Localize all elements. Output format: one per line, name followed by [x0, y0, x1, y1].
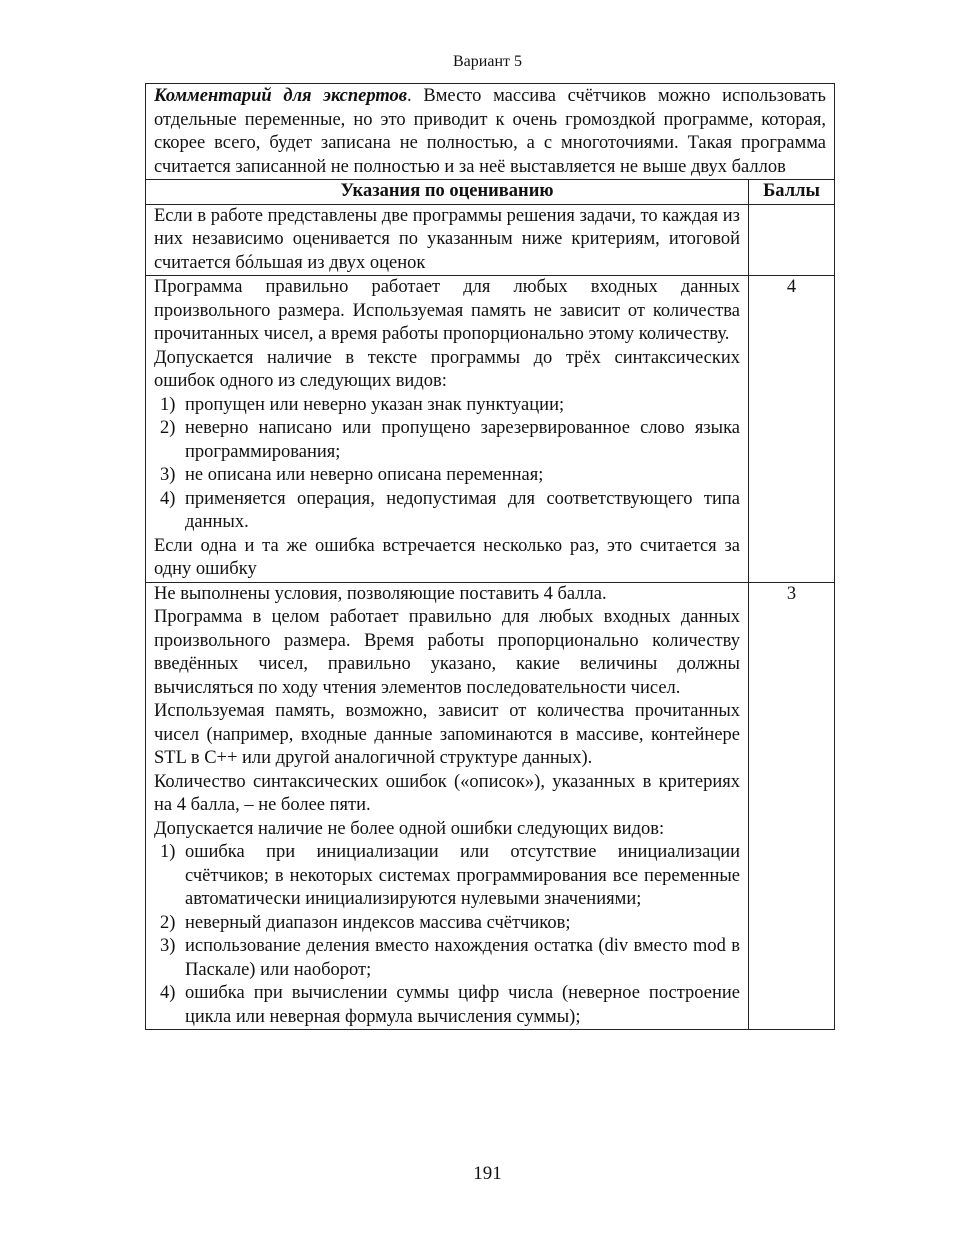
- list-item: [154, 912, 740, 936]
- criteria-3-paragraph-1: Не выполнены условия, позволяющие поставить 4 балла.: [154, 583, 607, 604]
- criteria-4-error-list: [154, 394, 740, 535]
- criteria-3-error-list: [154, 841, 740, 1029]
- intro-row: [146, 204, 835, 276]
- expert-comment-title: Комментарий для экспертов: [154, 86, 408, 106]
- list-item-text: неверный диапазон индексов массива счётчиков;: [185, 912, 571, 933]
- column-header-instructions: Указания по оцениванию: [146, 180, 749, 205]
- expert-comment-text: . Вместо массива счётчиков можно использовать отдельные переменные, но это приводит к очень громоздкой программе, которая, скорее всего, будет записана не полностью, а с многоточиями. Такая программа считается записанной не полностью и за неё выставляется не выше двух баллов: [154, 86, 826, 177]
- list-item-number: 3): [160, 936, 176, 956]
- list-item: [154, 488, 740, 535]
- list-item-text: ошибка при вычислении суммы цифр числа (неверное построение цикла или неверная формула вычисления суммы);: [185, 983, 740, 1027]
- criteria-3-paragraph-4: Количество синтаксических ошибок («описок»), указанных в критериях на 4 балла, – не более пяти.: [154, 771, 740, 815]
- criteria-3-paragraph-2: Программа в целом работает правильно для любых входных данных произвольного размера. Время работы пропорционально количеству введённых чисел, правильно указано, какие величины должны вычисляться по ходу чтения элементов последовательности чисел.: [154, 607, 740, 698]
- page-number: 191: [473, 1163, 502, 1184]
- criteria-4-score: 4: [749, 276, 835, 583]
- list-item-text: неверно написано или пропущено зарезервированное слово языка программирования;: [185, 418, 740, 462]
- criteria-row-3: [146, 582, 835, 1030]
- grading-table: [145, 83, 835, 1030]
- list-item: [154, 935, 740, 982]
- intro-score-cell: [749, 204, 835, 276]
- list-item-text: не описана или неверно описана переменная;: [185, 465, 544, 485]
- list-item: [154, 982, 740, 1029]
- criteria-row-4: [146, 276, 835, 583]
- list-item-text: использование деления вместо нахождения остатка (div вместо mod в Паскале) или наоборот;: [185, 936, 740, 980]
- criteria-4-paragraph-3: Если одна и та же ошибка встречается несколько раз, это считается за одну ошибку: [154, 535, 740, 579]
- table-header-row: [146, 180, 835, 205]
- list-item: [154, 417, 740, 464]
- list-item: [154, 464, 740, 488]
- intro-text: Если в работе представлены две программы решения задачи, то каждая из них независимо оценивается по указанным ниже критериям, итоговой считается бóльшая из двух оценок: [146, 204, 749, 276]
- list-item-number: 1): [160, 842, 176, 862]
- criteria-4-text: [146, 276, 749, 583]
- list-item-number: 1): [160, 394, 176, 415]
- list-item-text: ошибка при инициализации или отсутствие инициализации счётчиков; в некоторых системах программирования все переменные автоматически инициализируются нулевыми значениями;: [185, 842, 740, 909]
- list-item-number: 4): [160, 983, 176, 1003]
- list-item-text: применяется операция, недопустимая для соответствующего типа данных.: [185, 488, 740, 532]
- column-header-score: Баллы: [749, 180, 835, 205]
- list-item-number: 2): [160, 418, 176, 438]
- criteria-3-paragraph-3: Используемая память, возможно, зависит от количества прочитанных чисел (например, входные данные запоминаются в массиве, контейнере STL в C++ или другой аналогичной структуре данных).: [154, 701, 740, 768]
- list-item-text: пропущен или неверно указан знак пунктуации;: [185, 394, 565, 415]
- expert-comment: [146, 84, 835, 180]
- criteria-3-text: [146, 582, 749, 1030]
- list-item-number: 3): [160, 465, 176, 485]
- criteria-4-paragraph-2: Допускается наличие в тексте программы до трёх синтаксических ошибок одного из следующих видов:: [154, 347, 740, 391]
- list-item-number: 4): [160, 488, 176, 509]
- list-item: [154, 841, 740, 912]
- list-item: [154, 394, 740, 418]
- page-header-variant: Вариант 5: [453, 53, 522, 70]
- comment-row: [146, 84, 835, 180]
- list-item-number: 2): [160, 912, 176, 933]
- criteria-3-score: 3: [749, 582, 835, 1030]
- criteria-3-paragraph-5: Допускается наличие не более одной ошибки следующих видов:: [154, 818, 665, 839]
- criteria-4-paragraph-1: Программа правильно работает для любых входных данных произвольного размера. Используемая память не зависит от количества прочитанных чисел, а время работы пропорционально этому количеству.: [154, 277, 740, 344]
